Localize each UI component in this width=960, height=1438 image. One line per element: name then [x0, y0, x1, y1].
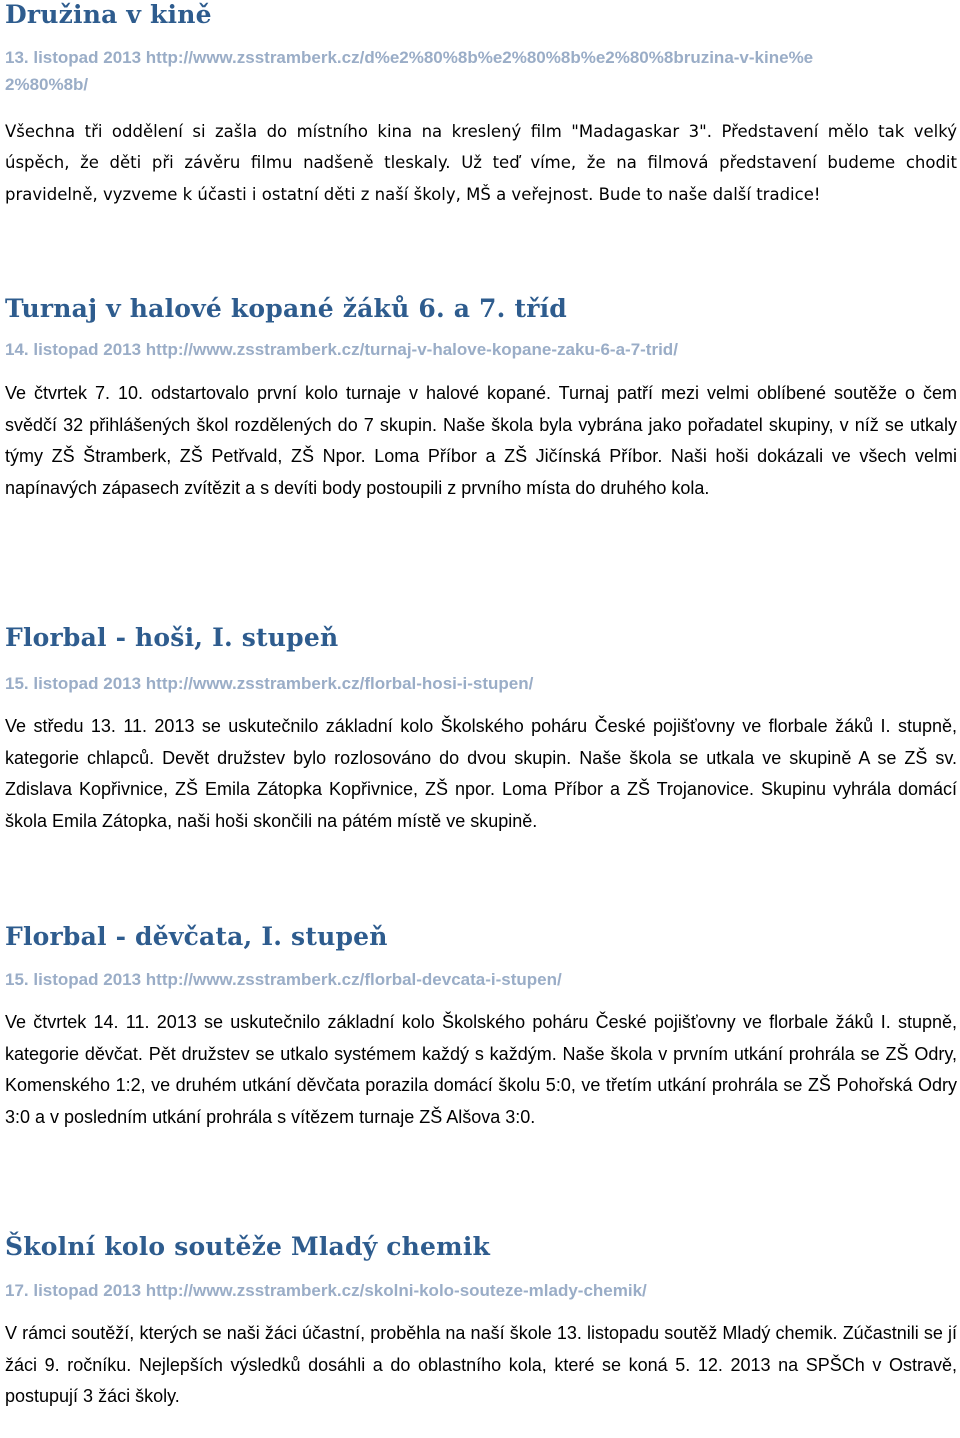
article-body: V rámci soutěží, kterých se naši žáci účastní, proběhla na naší škole 13. listopadu soutěž Mladý chemik. Zúčastnili se jí žáci 9. ročníku. Nejlepších výsledků dosáhli a do oblastního kola, které se koná 5. 12. 2013 na SPŠCh v Ostravě, postupují 3 žáci školy.: [5, 1323, 957, 1406]
article-meta: 15. listopad 2013 http://www.zsstramberk.cz/florbal-hosi-i-stupen/: [5, 674, 534, 693]
article-title: Florbal - děvčata, I. stupeň: [5, 922, 388, 951]
article-meta: 14. listopad 2013 http://www.zsstramberk.cz/turnaj-v-halove-kopane-zaku-6-a-7-trid/: [5, 340, 678, 359]
article-mlady-chemik: [0, 1231, 958, 1413]
article-title: Družina v kině: [5, 0, 212, 29]
article-title: Turnaj v halové kopané žáků 6. a 7. tříd: [5, 294, 567, 323]
article-title: Školní kolo soutěže Mladý chemik: [5, 1232, 491, 1261]
article-body: Ve čtvrtek 7. 10. odstartovalo první kolo turnaje v halové kopané. Turnaj patří mezi velmi oblíbené soutěže o čem svědčí 32 přihlášených škol rozdělených do 7 skupin. Naše škola byla vybrána jako pořadatel skupiny, v níž se utkaly týmy ZŠ Štramberk, ZŠ Petřvald, ZŠ Npor. Loma Příbor a ZŠ Jičínská Příbor. Naši hoši dokázali ve všech velmi napínavých zápasech zvítězit a s devíti body postoupili z prvního místa do druhého kola.: [5, 383, 957, 498]
article-body: Všechna tři oddělení si zašla do místního kina na kreslený film "Madagaskar 3". Představení mělo tak velký úspěch, že děti při závěru filmu nadšeně tleskaly. Už teď víme, že na filmová představení budeme chodit pravidelně, vyzveme k účasti i ostatní děti z naší školy, MŠ a veřejnost. Bude to naše další tradice!: [5, 122, 957, 204]
article-body: Ve středu 13. 11. 2013 se uskutečnilo základní kolo Školského poháru České pojišťovny ve florbale žáků I. stupně, kategorie chlapců. Devět družstev bylo rozlosováno do dvou skupin. Naše škola se utkala ve skupině A se ZŠ sv. Zdislava Kopřivnice, ZŠ Emila Zátopka Kopřivnice, ZŠ npor. Loma Příbor a ZŠ Trojanovice. Skupinu vyhrála domácí škola Emila Zátopka, naši hoši skončili na pátém místě ve skupině.: [5, 716, 957, 831]
article-meta: 15. listopad 2013 http://www.zsstramberk.cz/florbal-devcata-i-stupen/: [5, 970, 562, 989]
article-title: Florbal - hoši, I. stupeň: [5, 623, 339, 652]
article-florbal-devcata: [0, 921, 958, 1133]
article-florbal-hosi: [0, 622, 958, 837]
article-turnaj-halova-kopana: [0, 293, 958, 504]
article-druzina-v-kine: [0, 0, 958, 210]
article-meta: 17. listopad 2013 http://www.zsstramberk.cz/skolni-kolo-souteze-mlady-chemik/: [5, 1281, 647, 1300]
article-body: Ve čtvrtek 14. 11. 2013 se uskutečnilo základní kolo Školského poháru České pojišťovny ve florbale žáků I. stupně, kategorie děvčat. Pět družstev se utkalo systémem každý s každým. Naše škola v prvním utkání prohrála se ZŠ Odry, Komenského 1:2, ve druhém utkání děvčata porazila domácí školu 5:0, ve třetím utkání prohrála se ZŠ Pohořská Odry 3:0 a v posledním utkání prohrála s vítězem turnaje ZŠ Alšova 3:0.: [5, 1012, 957, 1127]
article-meta: 13. listopad 2013 http://www.zsstramberk.cz/d%e2%80%8b%e2%80%8b%e2%80%8bruzina-v-kine%e2%80%8b/: [5, 48, 814, 94]
